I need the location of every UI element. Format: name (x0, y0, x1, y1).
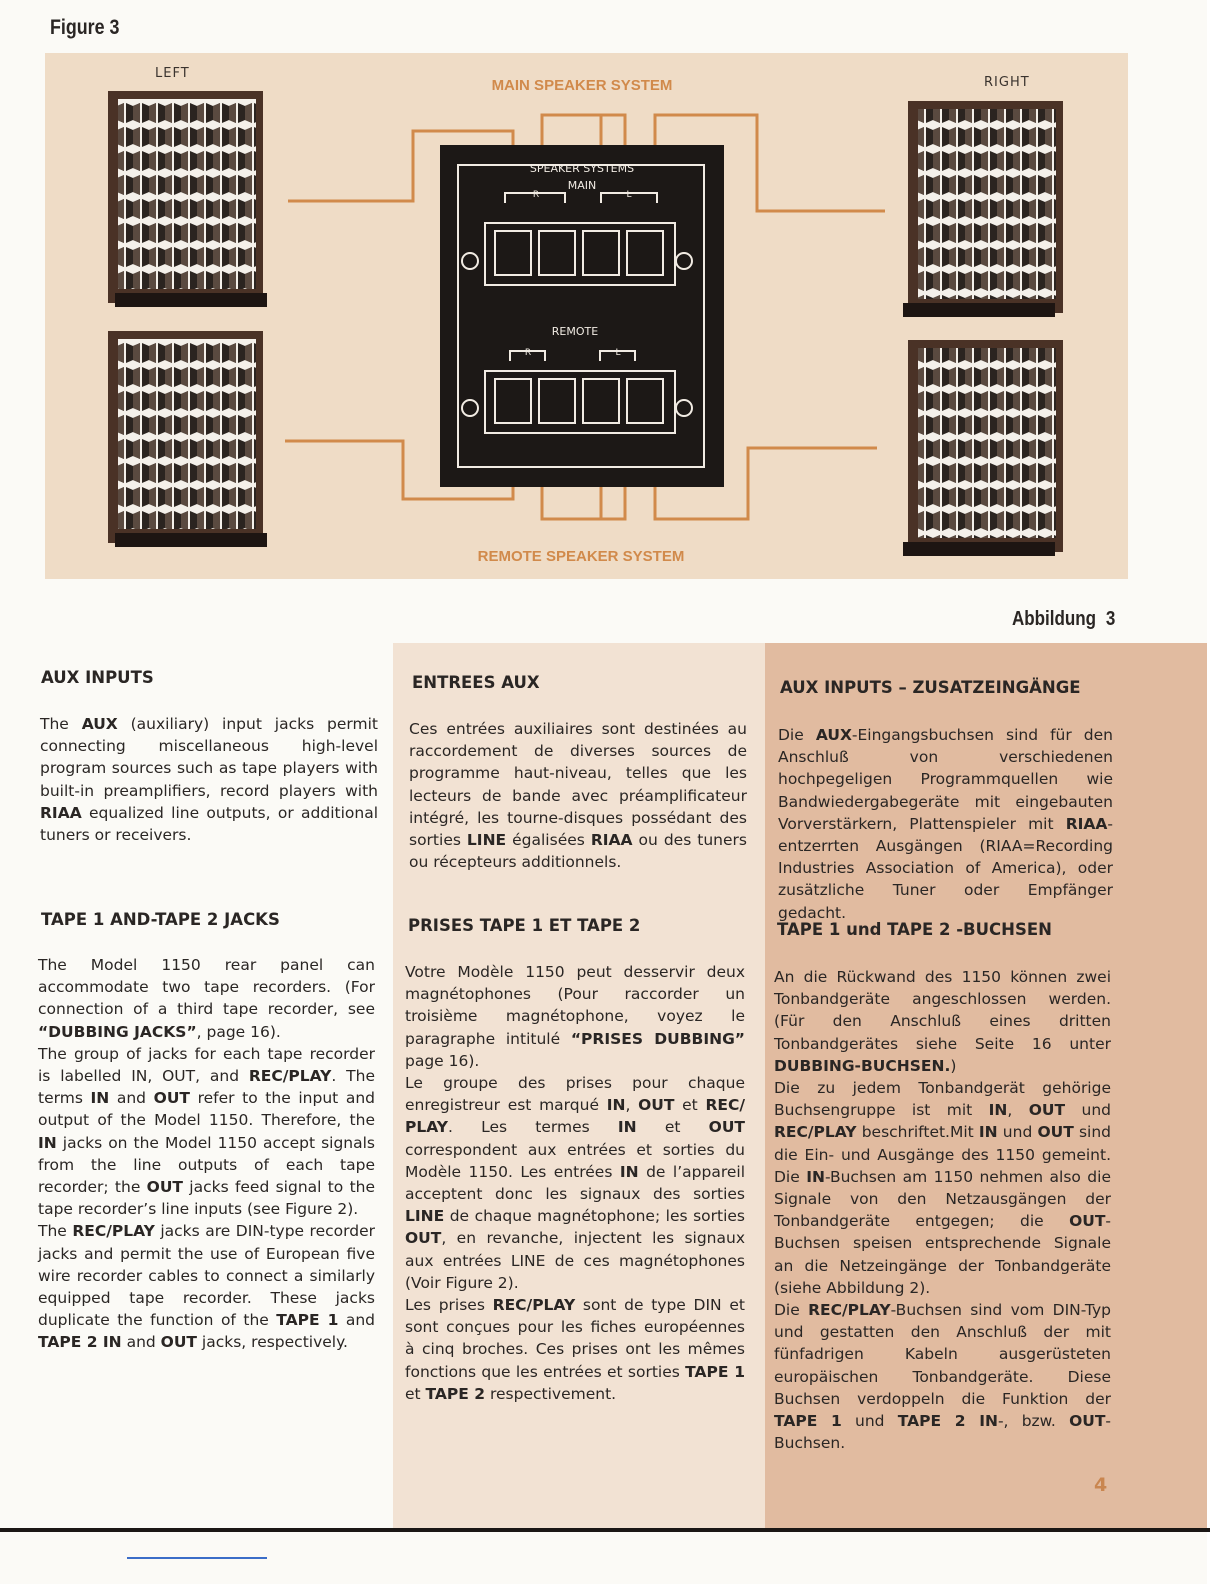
para-aux-inputs: The AUX (auxiliary) input jacks permit connecting miscellaneous high-level program sources such as tape players with built-in preamplifiers, record players with RIAA equalized line outputs, or additional tuners or receivers. (40, 715, 378, 845)
page-bottom-edge (0, 1528, 1210, 1532)
speaker-left-remote (108, 331, 267, 547)
panel-remote-label: REMOTE (551, 325, 599, 338)
figure-label-de: Abbildung 3 (1012, 608, 1116, 630)
para-tape-jacks: The Model 1150 rear panel can accommodate two tape recorders. (For connection of a third tape recorder, see “DUBBING JACKS”, page 16). The group of jacks for each tape recorder is labelled IN, OUT, and REC/PLAY. The terms IN and OUT refer to the input and output of the Model 1150. Therefore, the IN jacks on the Model 1150 accept signals from the line outputs of each tape recorder; the OUT jacks feed signal to the tape recorder’s line inputs (see Figure 2). The REC/PLAY jacks are DIN-type recorder jacks and permit the use of European five wire recorder cables to connect a similarly equipped tape recorder. These jacks duplicate the function of the TAPE 1 and TAPE 2 IN and OUT jacks, respectively. (38, 956, 376, 1352)
heading-zusatzeingaenge: AUX INPUTS – ZUSATZEINGÄNGE (780, 678, 1081, 697)
speaker-right-main (903, 101, 1063, 317)
para-entrees-aux: Ces entrées auxiliaires sont destinées au raccordement de diverses sources de programme haut-niveau, telles que les lecteurs de bande avec préamplificateur intégré, les tourne-disques possédant des sorties LINE égalisées RIAA ou des tuners ou récepteurs additionnels. (409, 720, 747, 872)
speaker-wiring-diagram (45, 53, 1128, 579)
main-speaker-label: MAIN SPEAKER SYSTEM (491, 77, 673, 94)
panel-remote-r-label: R (524, 348, 532, 358)
para-tape-buchsen: An die Rückwand des 1150 können zwei Tonbandgeräte angeschlossen werden. (Für den Anschluß eines dritten Tonbandgerätes siehe Seite 16 unter DUBBING-BUCHSEN.) Die zu jedem Tonbandgerät gehörige Buchsengruppe ist mit IN, OUT und REC/PLAY beschriftet.Mit IN und OUT sind die Ein- und Ausgänge des 1150 gemeint. Die IN-Buchsen am 1150 nehmen also die Signale von den Netzausgängen der Tonbandgeräte entgegen; die OUT-Buchsen speisen entsprechende Signale an die Netzeingänge der Tonbandgeräte (siehe Abbildung 2). Die REC/PLAY-Buchsen sind vom DIN-Typ und gestatten den Anschluß der mit fünfadrigen Kabeln ausgerüsteten europäischen Tonbandgeräte. Diese Buchsen verdoppeln die Funktion der TAPE 1 und TAPE 2 IN-, bzw. OUT-Buchsen. (774, 968, 1112, 1453)
heading-tape-buchsen: TAPE 1 und TAPE 2 -BUCHSEN (777, 920, 1052, 939)
panel-l-label: L (626, 190, 632, 200)
panel-r-label: R (532, 190, 540, 200)
heading-entrees-aux: ENTREES AUX (412, 673, 540, 692)
speaker-left-main (108, 91, 267, 307)
column-french (393, 643, 765, 1530)
panel-remote-l-label: L (615, 348, 621, 358)
terminal-panel (440, 145, 724, 487)
speaker-right-remote (903, 340, 1063, 556)
left-label: LEFT (155, 66, 190, 81)
remote-speaker-label: REMOTE SPEAKER SYSTEM (477, 548, 685, 565)
blue-mark (127, 1557, 267, 1559)
panel-title: SPEAKER SYSTEMS (529, 162, 635, 175)
para-prises-tape: Votre Modèle 1150 peut desservir deux magnétophones (Pour raccorder un troisième magnétophone, voyez le paragraphe intitulé “PRISES DUBBING” page 16). Le groupe des prises pour chaque enregistreur est marqué IN, OUT et REC/ PLAY. Les termes IN et OUT correspondent aux entrées et sorties du Modèle 1150. Les entrées IN de l’appareil acceptent donc les signaux des sorties LINE de chaque magnétophone; les sorties OUT, en revanche, injectent les signaux aux entrées LINE de ces magnétophones (Voir Figure 2). Les prises REC/PLAY sont de type DIN et sont conçues pour les fiches européennes à cinq broches. Ces prises ont les mêmes fonctions que les entrées et sorties TAPE 1 et TAPE 2 respectivement. (405, 963, 746, 1403)
column-german (765, 643, 1207, 1530)
figure-label: Figure 3 (50, 16, 120, 39)
heading-tape-jacks: TAPE 1 AND-TAPE 2 JACKS (41, 910, 280, 929)
para-zusatzeingaenge: Die AUX-Eingangsbuchsen sind für den Anschluß von verschiedenen hochpegeligen Programmquellen wie Bandwiedergabegeräte mit eingebauten Vorverstärkern, Plattenspieler mit RIAA-entzerrten Ausgängen (RIAA=Recording Industries Association of America), oder zusätzliche Tuner oder Empfänger gedacht. (778, 726, 1113, 922)
heading-aux-inputs: AUX INPUTS (41, 668, 154, 687)
heading-prises-tape: PRISES TAPE 1 ET TAPE 2 (408, 916, 641, 935)
page-number: 4 (1094, 1474, 1108, 1496)
page-right-edge (1207, 0, 1224, 1584)
right-label: RIGHT (984, 75, 1030, 90)
panel-main-label: MAIN (567, 179, 597, 192)
column-english (0, 643, 393, 1530)
